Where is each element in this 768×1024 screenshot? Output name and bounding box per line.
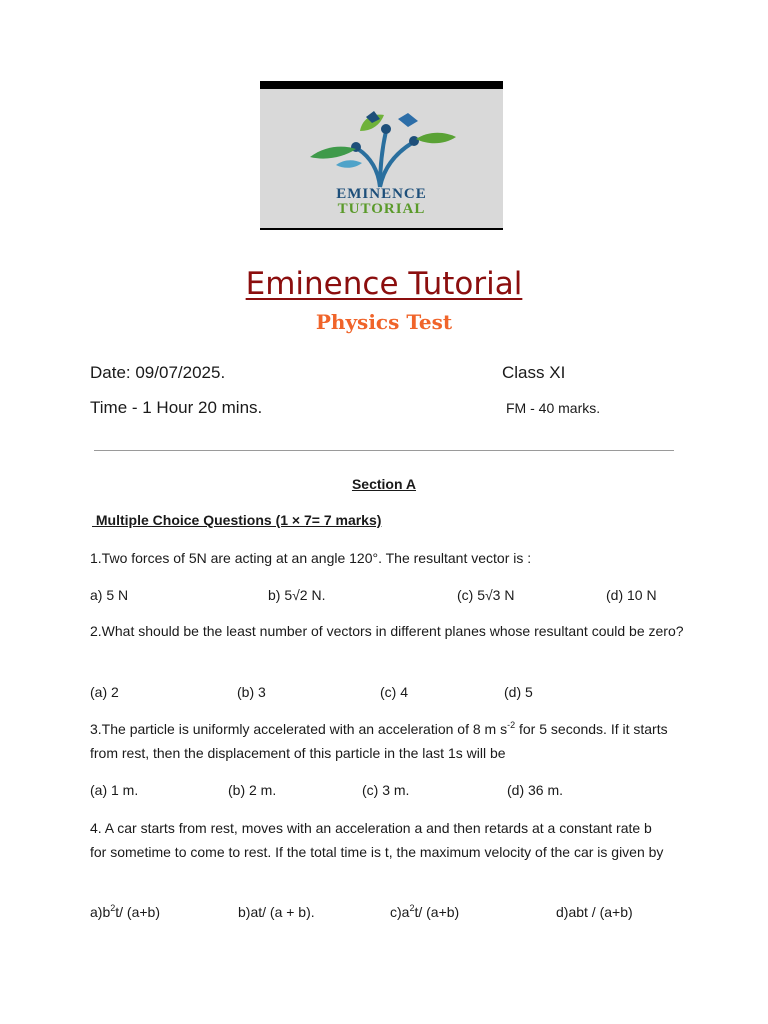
question-4-option-a: $a)b^2t/$ (a+b): [90, 903, 160, 920]
question-4-option-b: b)at/ (a + b).: [238, 904, 315, 920]
question-3-exponent: -2: [507, 720, 516, 730]
question-3-option-d: (d) 36 m.: [507, 782, 564, 798]
page-title: Eminence Tutorial: [245, 266, 523, 302]
question-1: 1.Two forces of 5N are acting at an angle 120°. The resultant vector is :: [90, 550, 532, 566]
question-3: [90, 717, 690, 765]
exam-date: Date: 09/07/2025.: [90, 363, 226, 382]
tree-books-icon: [300, 109, 460, 189]
question-2-option-b: (b) 3: [237, 684, 266, 700]
question-4: 4. A car starts from rest, moves with an acceleration a and then retards at a constant rate b for sometime to come to rest. If the total time is t, the maximum velocity of the car is given by: [90, 820, 664, 860]
question-1-option-b: b) 5√2 N.: [268, 587, 326, 603]
logo: [260, 81, 503, 230]
exam-class: Class XI: [502, 363, 566, 382]
question-2-option-c: (c) 4: [380, 684, 408, 700]
question-3-text-a: 3.The particle is uniformly accelerated with an acceleration of 8 m s: [90, 721, 508, 737]
section-title: Section A: [351, 476, 417, 492]
logo-text-eminence: EMINENCE: [336, 186, 427, 202]
question-1-option-c: (c) 5√3 N: [457, 587, 515, 603]
question-2-option-a: (a) 2: [90, 684, 119, 700]
section-subtitle: Multiple Choice Questions (1 × 7= 7 marks): [92, 512, 382, 528]
question-1-option-a: a) 5 N: [90, 587, 129, 603]
page-subtitle: Physics Test: [315, 310, 453, 334]
exam-full-marks: FM - 40 marks.: [506, 400, 601, 416]
question-1-option-d: (d) 10 N: [606, 587, 657, 603]
divider: [94, 450, 674, 451]
question-3-option-c: (c) 3 m.: [362, 782, 410, 798]
question-4-option-c: $c)a^2t/$ (a+b): [390, 903, 460, 920]
question-3-option-a: (a) 1 m.: [90, 782, 139, 798]
question-3-text-b: for 5 seconds. If it starts from rest, then the displacement of this particle in the last 1s will be: [90, 721, 668, 761]
question-4-option-d: d)abt / (a+b): [556, 904, 633, 920]
logo-text-tutorial: TUTORIAL: [337, 201, 426, 217]
question-2: 2.What should be the least number of vectors in different planes whose resultant could be zero?: [90, 623, 684, 639]
exam-time: Time - 1 Hour 20 mins.: [90, 398, 263, 417]
question-3-option-b: (b) 2 m.: [228, 782, 277, 798]
question-2-option-d: (d) 5: [504, 684, 533, 700]
